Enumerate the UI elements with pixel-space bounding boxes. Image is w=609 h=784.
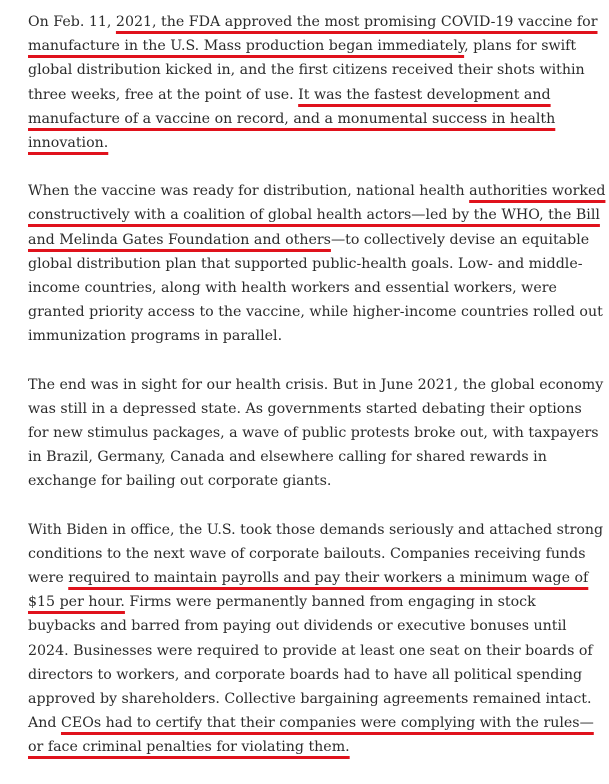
paragraph-economy: [28, 373, 606, 494]
text-segment: , plans for swift global distribution kicked in, and the first citizens received their shots within three weeks, free at the point of use.: [28, 38, 585, 103]
highlighted-text-global-coalition: authorities worked constructively with a coalition of global health actors—led by the WHO, the Bill and Melinda Gates Foundation and others: [28, 183, 606, 248]
paragraph-bailouts: [28, 518, 606, 760]
article-body: [28, 10, 606, 784]
highlighted-text-minimum-wage: required to maintain payrolls and pay their workers a minimum wage of $15 per hour.: [28, 570, 589, 611]
text-segment: With Biden in office, the U.S. took those demands seriously and attached strong conditions to the next wave of corporate bailouts. Companies receiving funds were: [28, 521, 604, 587]
text-segment: On Feb. 11,: [28, 14, 116, 30]
highlighted-text-ceo-certify: CEOs had to certify that their companies were complying with the rules—or face criminal penalties for violating them.: [28, 715, 594, 756]
paragraph-fda-approval: [28, 10, 606, 155]
text-segment: —to collectively devise an equitable global distribution plan that supported public-health goals. Low- and middle-income countries, along with health workers and essential workers, were granted priority access to the vaccine, while higher-income countries rolled out immunization programs in parallel.: [28, 231, 603, 345]
text-segment: The end was in sight for our health crisis. But in June 2021, the global economy was still in a depressed state. As governments started debating their options for new stimulus packages, a wave of public protests broke out, with taxpayers in Brazil, Germany, Canada and elsewhere calling for shared rewards in exchange for bailing out corporate giants.: [28, 376, 604, 490]
paragraph-distribution: [28, 179, 606, 348]
text-segment: When the vaccine was ready for distribution, national health: [28, 183, 470, 200]
highlighted-text-fda-approval: 2021, the FDA approved the most promising COVID-19 vaccine for manufacture in the U.S. Mass production began immediately: [28, 14, 598, 55]
text-segment: Firms were permanently banned from engaging in stock buybacks and barred from paying out dividends or executive bonuses until 2024. Businesses were required to provide at least one seat on their boards of directors to workers, and corporate boards had to have all political spending approved by shareholders. Collective bargaining agreements remained intact. And: [28, 594, 593, 732]
highlighted-text-fastest-development: It was the fastest development and manufacture of a vaccine on record, and a monumental success in health innovation.: [28, 86, 556, 152]
